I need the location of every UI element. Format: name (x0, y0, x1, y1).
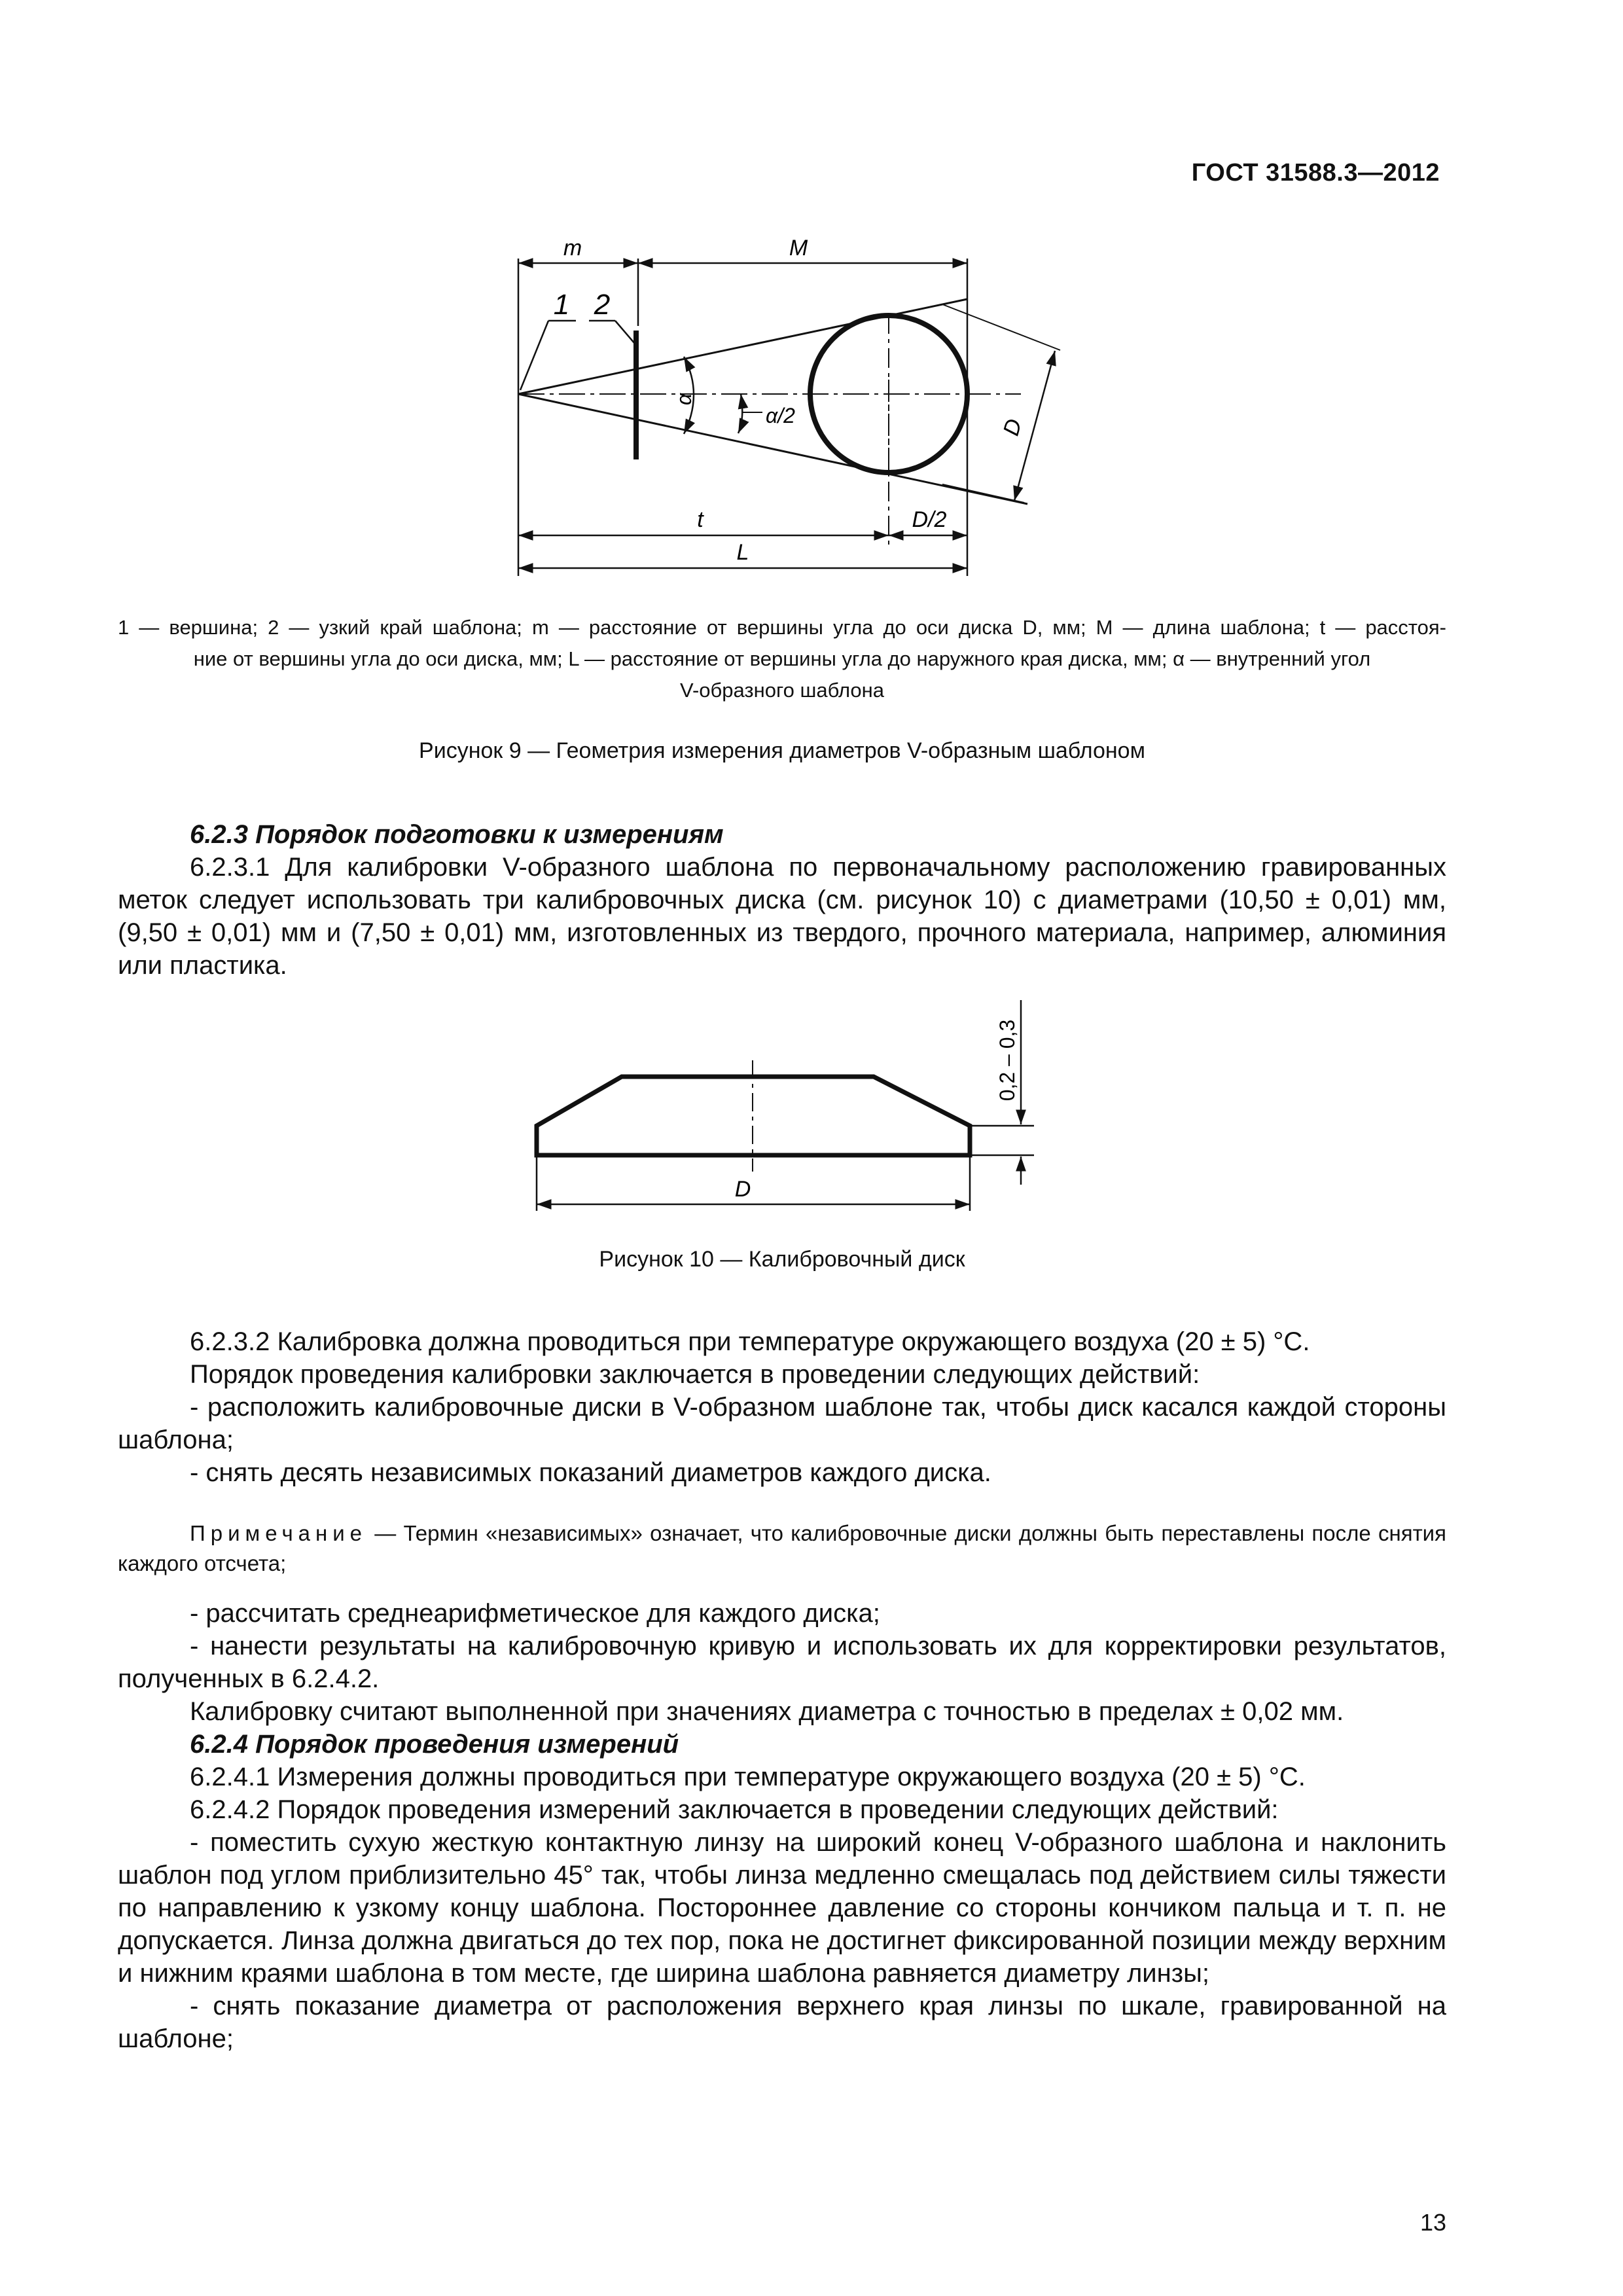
label-L: L (736, 540, 749, 565)
paragraph-6-2-3-2: 6.2.3.2 Калибровка должна проводиться при температуре окружающего воздуха (20 ± 5) °С. (190, 1327, 1310, 1356)
legend-line: ние от вершины угла до оси диска, мм; L — расстояние от вершины угла до наружного края диска, мм; α — внутренний угол (193, 647, 1371, 670)
bullet-place-discs: - расположить калибровочные диски в V-образном шаблоне так, чтобы диск касался каждой стороны шаблона; (118, 1393, 1446, 1454)
paragraph-calibration-order: Порядок проведения калибровки заключается в проведении следующих действий: (190, 1360, 1200, 1389)
bullet-read-diameter: - снять показание диаметра от расположения верхнего края линзы по шкале, гравированной на шаблоне; (118, 1992, 1446, 2053)
document-number: ГОСТ 31588.3—2012 (1191, 159, 1440, 187)
label-disc-D: D (734, 1177, 751, 1202)
note (118, 1518, 1446, 1579)
label-alpha-half: α/2 (766, 404, 795, 427)
figure-9-caption: Рисунок 9 — Геометрия измерения диаметров V-образным шаблоном (419, 738, 1145, 763)
paragraph-6-2-4-2: 6.2.4.2 Порядок проведения измерений заключается в проведении следующих действий: (190, 1795, 1279, 1824)
bullet-ten-readings: - снять десять независимых показаний диаметров каждого диска. (190, 1458, 991, 1487)
figure-9-diagram (484, 223, 1073, 589)
label-D-half: D/2 (912, 507, 947, 532)
figure-10-diagram (517, 995, 1041, 1230)
label-M: M (789, 236, 808, 260)
note-label: Примечание (190, 1521, 368, 1545)
label-m: m (563, 236, 582, 260)
section-heading-6-2-3: 6.2.3 Порядок подготовки к измерениям (190, 820, 724, 849)
legend-line: 1 — вершина; 2 — узкий край шаблона; m — расстояние от вершины угла до оси диска D, мм; M — длина шаблона; t — расстоя- (118, 616, 1446, 639)
section-heading-6-2-4: 6.2.4 Порядок проведения измерений (190, 1730, 679, 1759)
label-thickness: 0,2 – 0,3 (995, 1019, 1019, 1102)
label-D: D (998, 416, 1027, 439)
label-alpha: α (672, 393, 696, 406)
figure-10-caption: Рисунок 10 — Калибровочный диск (599, 1247, 965, 1272)
bullet-place-lens: - поместить сухую жесткую контактную линзу на широкий конец V-образного шаблона и наклонить шаблон под углом приблизительно 45° так, чтобы линза медленно смещалась под действием силы тяжести по направлению к узкому концу шаблона. Постороннее давление со стороны кончиком пальца и т. п. не допускается. Линза должна двигаться до тех пор, пока не достигнет фиксированной позиции между верхним и нижним краями шаблона в том месте, где ширина шаблона равняется диаметру линзы; (118, 1828, 1446, 1988)
bullet-calibration-curve: - нанести результаты на калибровочную кривую и использовать их для корректировки результатов, полученных в 6.2.4.2. (118, 1632, 1446, 1693)
paragraph-calibration-done: Калибровку считают выполненной при значениях диаметра с точностью в пределах ± 0,02 мм. (190, 1697, 1344, 1726)
legend-line: V-образного шаблона (680, 679, 884, 702)
page-number: 13 (1419, 2209, 1446, 2236)
paragraph-6-2-4-1: 6.2.4.1 Измерения должны проводиться при температуре окружающего воздуха (20 ± 5) °С. (190, 1763, 1306, 1791)
figure-9-legend (118, 612, 1446, 706)
label-t: t (697, 507, 704, 532)
paragraph-6-2-3-1: 6.2.3.1 Для калибровки V-образного шаблона по первоначальному расположению гравированных меток следует использовать три калибровочных диска (см. рисунок 10) с диаметрами (10,50 ± 0,01) мм, (9,50 ± 0,01) мм и (7,50 ± 0,01) мм, изготовленных из твердого, прочного материала, например, алюминия или пластика. (118, 853, 1446, 980)
label-1: 1 (553, 289, 570, 321)
label-2: 2 (594, 289, 611, 321)
bullet-average: - рассчитать среднеарифметическое для каждого диска; (190, 1599, 880, 1628)
note-text: — Термин «независимых» означает, что калибровочные диски должны быть переставлены после снятия каждого отсчета; (118, 1521, 1446, 1575)
